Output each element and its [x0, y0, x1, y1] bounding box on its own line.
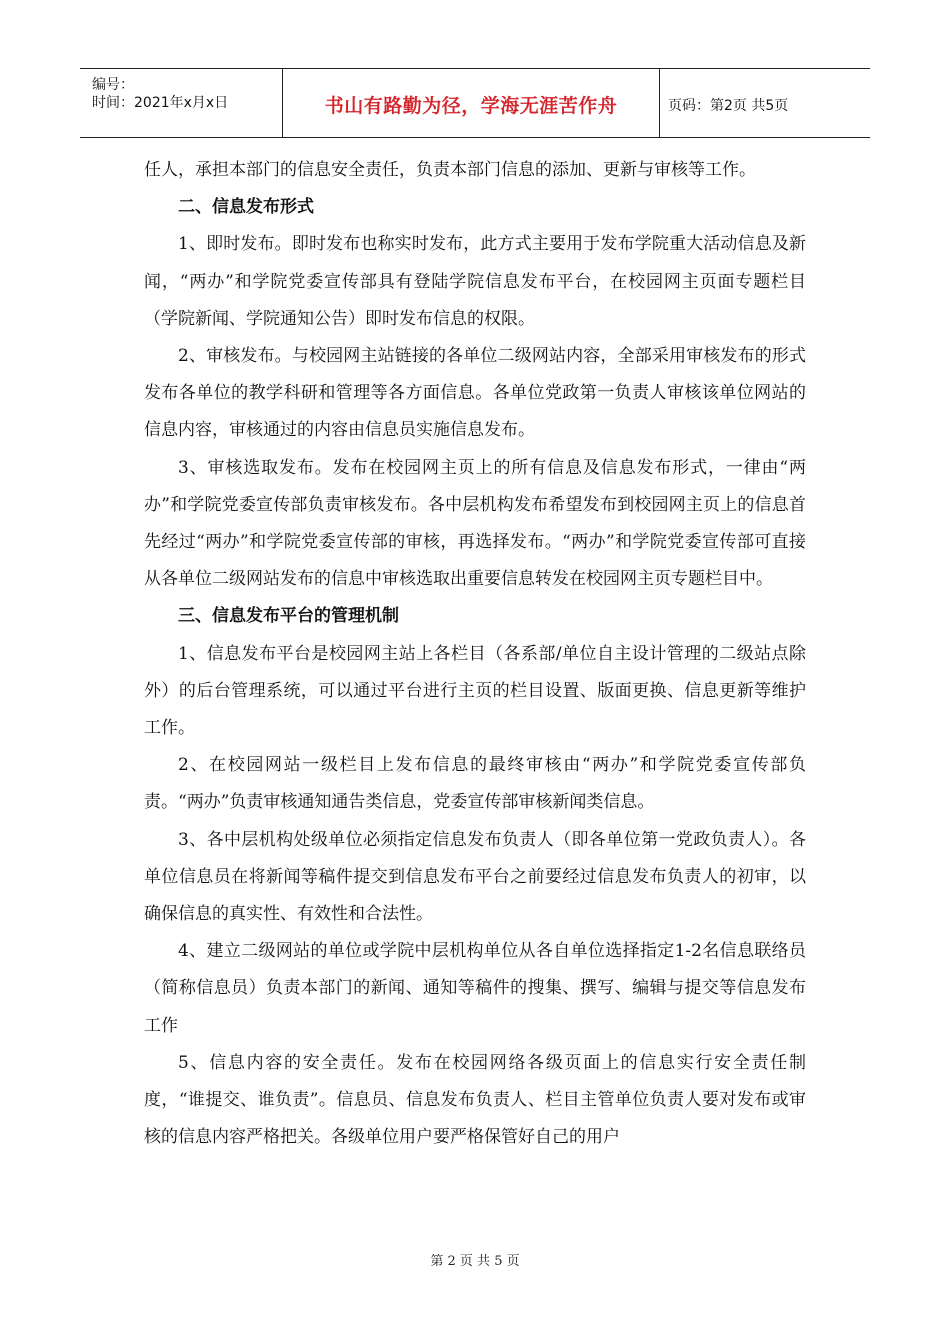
paragraph: 1、即时发布。即时发布也称实时发布，此方式主要用于发布学院重大活动信息及新闻，“两办”和学院党委宣传部具有登陆学院信息发布平台，在校园网主页面专题栏目（学院新闻、学院通知公告）即时发布信息的权限。	[144, 234, 806, 329]
page-header	[80, 68, 870, 138]
paragraph: 3、各中层机构处级单位必须指定信息发布负责人（即各单位第一党政负责人）。各单位信息员在将新闻等稿件提交到信息发布平台之前要经过信息发布负责人的初审，以确保信息的真实性、有效性和合法性。	[144, 829, 806, 925]
section-heading: 三、信息发布平台的管理机制	[178, 606, 399, 627]
header-motto-cell	[283, 69, 660, 137]
section-heading: 二、信息发布形式	[178, 197, 314, 218]
header-meta-cell	[80, 69, 283, 137]
paragraph: 2、在校园网站一级栏目上发布信息的最终审核由“两办”和学院党委宣传部负责。“两办”负责审核通知通告类信息，党委宣传部审核新闻类信息。	[144, 755, 806, 813]
paragraph: 2、审核发布。与校园网主站链接的各单位二级网站内容，全部采用审核发布的形式发布各单位的教学科研和管理等各方面信息。各单位党政第一负责人审核该单位网站的信息内容，审核通过的内容由信息员实施信息发布。	[144, 346, 806, 441]
page-info: 页码：第2页 共5页	[668, 98, 789, 114]
page-footer: 第 2 页 共 5 页	[430, 1254, 520, 1269]
date-label: 时间：2021年x月x日	[92, 95, 229, 111]
paragraph: 5、信息内容的安全责任。发布在校园网络各级页面上的信息实行安全责任制度，“谁提交、谁负责”。信息员、信息发布负责人、栏目主管单位负责人要对发布或审核的信息内容严格把关。各级单位用户要严格保管好自己的用户	[144, 1052, 806, 1148]
document-body	[144, 152, 806, 1156]
paragraph: 3、审核选取发布。发布在校园网主页上的所有信息及信息发布形式，一律由“两办”和学院党委宣传部负责审核发布。各中层机构发布希望发布到校园网主页上的信息首先经过“两办”和学院党委宣传部的审核，再选择发布。“两办”和学院党委宣传部可直接从各单位二级网站发布的信息中审核选取出重要信息转发在校园网主页专题栏目中。	[144, 457, 806, 590]
header-page-cell	[660, 69, 870, 137]
serial-label: 编号：	[92, 77, 134, 93]
paragraph: 4、建立二级网站的单位或学院中层机构单位从各自单位选择指定1-2名信息联络员（简称信息员）负责本部门的新闻、通知等稿件的搜集、撰写、编辑与提交等信息发布工作	[144, 941, 806, 1036]
paragraph: 1、信息发布平台是校园网主站上各栏目（各系部/单位自主设计管理的二级站点除外）的后台管理系统，可以通过平台进行主页的栏目设置、版面更换、信息更新等维护工作。	[144, 643, 806, 739]
motto: 书山有路勤为径，学海无涯苦作舟	[324, 95, 618, 117]
paragraph: 任人，承担本部门的信息安全责任，负责本部门信息的添加、更新与审核等工作。	[144, 160, 756, 180]
